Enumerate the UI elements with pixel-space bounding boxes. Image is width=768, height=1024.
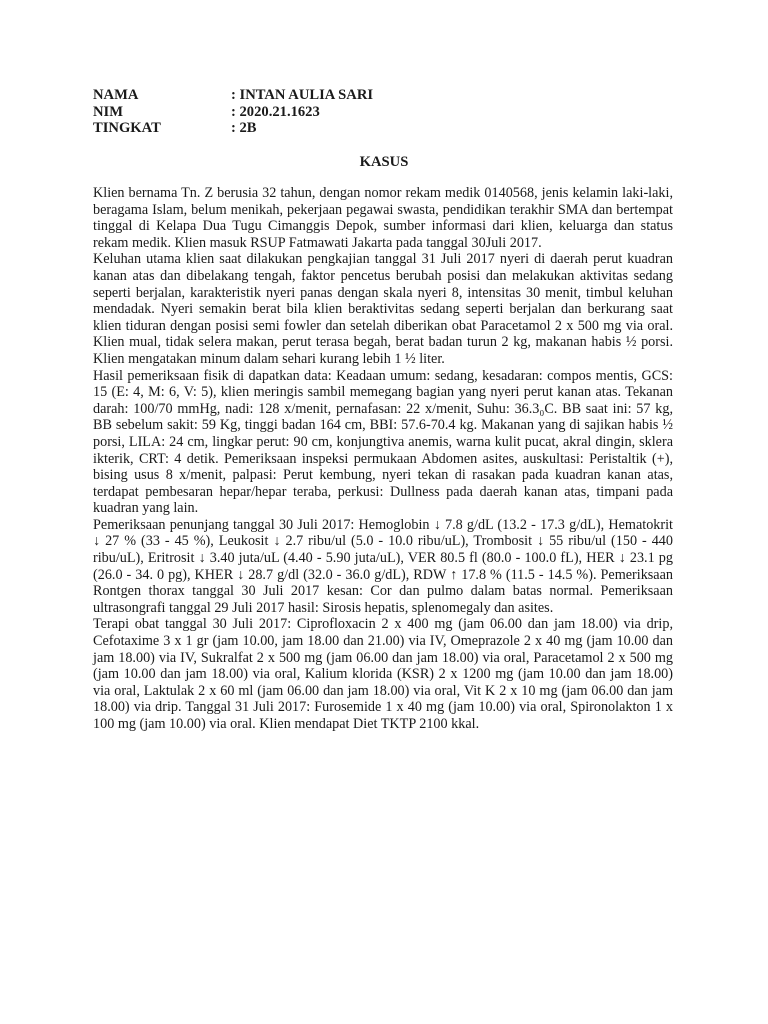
tingkat-row: [93, 120, 493, 137]
nama-value: : INTAN AULIA SARI: [231, 87, 374, 103]
tingkat-value: : 2B: [231, 120, 257, 137]
paragraph-pemeriksaan-penunjang: Pemeriksaan penunjang tanggal 30 Juli 2017: Hemoglobin ↓ 7.8 g/dL (13.2 - 17.3 g/dL), Hematokrit ↓ 27 % (33 - 45 %), Leukosit ↓ 2.7 ribu/ul (5.0 - 10.0 ribu/uL), Trombosit ↓ 55 ribu/ul (150 - 440 ribu/uL), Eritrosit ↓ 3.40 juta/uL (4.40 - 5.90 juta/uL), VER 80.5 fl (80.0 - 100.0 fL), HER ↓ 23.1 pg (26.0 - 34. 0 pg), KHER ↓ 28.7 g/dl (32.0 - 36.0 g/dL), RDW ↑ 17.8 % (11.5 - 14.5 %). Pemeriksaan Rontgen thorax tanggal 30 Juli 2017 kesan: Cor dan pulmo dalam batas normal. Pemeriksaan ultrasongrafi tanggal 29 Juli 2017 hasil: Sirosis hepatis, splenomegaly dan asites.: [93, 516, 673, 616]
nama-row: [93, 87, 493, 104]
case-title: KASUS: [359, 154, 409, 170]
paragraph-pemeriksaan-fisik: Hasil pemeriksaan fisik di dapatkan data: Keadaan umum: sedang, kesadaran: compos mentis, GCS: 15 (E: 4, M: 6, V: 5), klien meringis sambil memegang bagian yang nyeri perut kanan atas. Tekanan darah: 100/70 mmHg, nadi: 128 x/menit, pernafasan: 22 x/menit, Suhu: 36.3₀C. BB saat ini: 57 kg, BB sebelum sakit: 59 Kg, tinggi badan 164 cm, BBI: 57.6-70.4 kg. Makanan yang di sajikan habis ½ porsi, LILA: 24 cm, lingkar perut: 90 cm, konjungtiva anemis, warna kulit pucat, akral dingin, sklera ikterik, CRT: 4 detik. Pemeriksaan inspeksi permukaan Abdomen asites, auskultasi: Peristaltik (+), bising usus 8 x/menit, palpasi: Perut kembung, nyeri tekan di rasakan pada kuadran kanan atas, terdapat pembesaran hepar/hepar teraba, perkusi: Dullness pada daerah kanan atas, timpani pada kuadran yang lain.: [93, 367, 673, 517]
paragraph-identitas: Klien bernama Tn. Z berusia 32 tahun, dengan nomor rekam medik 0140568, jenis kelamin laki-laki, beragama Islam, belum menikah, pekerjaan pegawai swasta, pendidikan terakhir SMA dan bertempat tinggal di Kelapa Dua Tugu Cimanggis Depok, sumber informasi dari klien, keluarga dan status rekam medik. Klien masuk RSUP Fatmawati Jakarta pada tanggal 30Juli 2017.: [93, 185, 673, 251]
nim-row: [93, 104, 493, 121]
case-body: [93, 185, 673, 733]
nim-value: : 2020.21.1623: [231, 103, 320, 120]
student-header: [93, 87, 493, 137]
nim-label: NIM: [93, 103, 123, 120]
nama-label: NAMA: [93, 87, 139, 103]
tingkat-label: TINGKAT: [93, 120, 161, 137]
paragraph-keluhan: Keluhan utama klien saat dilakukan pengkajian tanggal 31 Juli 2017 nyeri di daerah perut kuadran kanan atas dan dibelakang tengah, faktor pencetus berubah posisi dan melakukan aktivitas sedang seperti berjalan, karakteristik nyeri panas dengan skala nyeri 8, intensitas 30 menit, timbul keluhan mendadak. Nyeri semakin berat bila klien beraktivitas sedang seperti berjalan dan berkurang saat klien tiduran dengan posisi semi fowler dan setelah diberikan obat Paracetamol 2 x 500 mg via oral. Klien mual, tidak selera makan, perut terasa begah, berat badan turun 2 kg, makanan habis ½ porsi. Klien mengatakan minum dalam sehari kurang lebih 1 ½ liter.: [93, 251, 673, 367]
paragraph-terapi: Terapi obat tanggal 30 Juli 2017: Ciprofloxacin 2 x 400 mg (jam 06.00 dan jam 18.00) via drip, Cefotaxime 3 x 1 gr (jam 10.00, jam 18.00 dan 21.00) via IV, Omeprazole 2 x 40 mg (jam 10.00 dan jam 18.00) via IV, Sukralfat 2 x 500 mg (jam 06.00 dan jam 18.00) via oral, Paracetamol 2 x 500 mg (jam 10.00 dan jam 18.00) via oral, Kalium klorida (KSR) 2 x 1200 mg (jam 10.00 dan jam 18.00) via oral, Laktulak 2 x 60 ml (jam 06.00 dan jam 18.00) via oral, Vit K 2 x 10 mg (jam 06.00 dan jam 18.00) via drip. Tanggal 31 Juli 2017: Furosemide 1 x 40 mg (jam 10.00) via oral, Spironolakton 1 x 100 mg (jam 10.00) via oral. Klien mendapat Diet TKTP 2100 kkal.: [93, 616, 673, 732]
